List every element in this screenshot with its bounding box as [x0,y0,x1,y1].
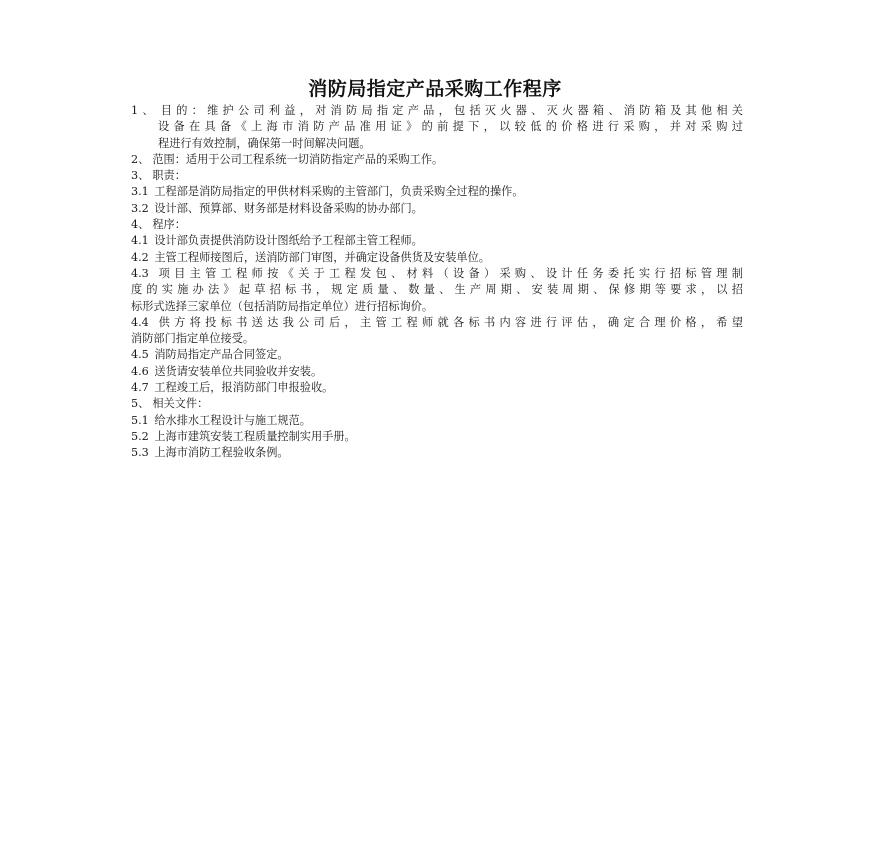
section-1-line-3 [131,136,743,152]
section-1-line-2 [131,119,743,135]
section-text: 程进行有效控制，确保第一时间解决问题。 [158,136,371,150]
item-number: 4.1 [131,234,149,248]
section-2 [131,152,743,168]
section-5 [131,396,743,412]
item-4-6 [131,364,743,380]
item-text: 供方将投标书送达我公司后，主管工程师就各标书内容进行评估，确定合理价格，希望 [158,315,743,329]
section-1-line-1 [131,103,743,119]
item-5-1 [131,413,743,429]
item-text: 设计部、预算部、财务部是材料设备采购的协办部门。 [154,201,423,215]
item-4-1 [131,233,743,249]
item-5-2 [131,429,743,445]
item-number: 3.2 [131,201,149,215]
item-text: 上海市消防工程验收条例。 [154,446,289,460]
item-4-5 [131,347,743,363]
section-text: 设备在具备《上海市消防产品准用证》的前提下，以较低的价格进行采购，并对采购过 [158,120,743,134]
item-4-3-line-2 [131,282,743,298]
item-text: 度的实施办法》起草招标书，规定质量、数量、生产周期、安装周期、保修期等要求，以招 [131,283,743,297]
item-4-3-line-1 [131,266,743,282]
section-text: 程序： [152,218,186,232]
section-number: 2、 [131,152,150,166]
item-text: 给水排水工程设计与施工规范。 [154,413,311,427]
item-number: 5.2 [131,429,149,443]
item-text: 标形式选择三家单位（包括消防局指定单位）进行招标询价。 [131,299,434,313]
item-text: 送货请安装单位共同验收并安装。 [154,364,323,378]
item-text: 上海市建筑安装工程质量控制实用手册。 [154,429,356,443]
section-number: 4、 [131,218,150,232]
section-text: 相关文件： [152,397,209,411]
section-number: 3、 [131,169,150,183]
item-number: 5.1 [131,413,149,427]
item-4-4-line-1 [131,315,743,331]
item-4-4-line-2 [131,331,743,347]
item-3-2 [131,201,743,217]
item-number: 4.5 [131,348,149,362]
item-4-2 [131,250,743,266]
item-number: 4.6 [131,364,149,378]
section-text: 目的：维护公司利益，对消防局指定产品，包括灭火器、灭火器箱、消防箱及其他相关 [160,104,743,117]
item-text: 工程部是消防局指定的甲供材料采购的主管部门，负责采购全过程的操作。 [154,185,524,199]
item-text: 设计部负责提供消防设计图纸给予工程部主管工程师。 [154,234,423,248]
section-number: 5、 [131,397,150,411]
document-body [131,103,743,462]
item-text: 消防局指定产品合同签定。 [154,348,289,362]
item-5-3 [131,445,743,461]
item-number: 3.1 [131,185,149,199]
item-text: 工程竣工后，报消防部门申报验收。 [154,381,334,395]
item-4-7 [131,380,743,396]
document-title: 消防局指定产品采购工作程序 [308,78,562,100]
item-number: 5.3 [131,446,149,460]
item-4-3-line-3 [131,299,743,315]
item-text: 消防部门指定单位接受。 [131,332,255,346]
item-text: 项目主管工程师按《关于工程发包、材料（设备）采购、设计任务委托实行招标管理制 [158,266,743,280]
item-number: 4.3 [131,266,149,280]
item-number: 4.2 [131,250,149,264]
item-3-1 [131,184,743,200]
section-3 [131,168,743,184]
section-number: 1、 [131,104,158,117]
section-4 [131,217,743,233]
section-text: 范围：适用于公司工程系统一切消防指定产品的采购工作。 [152,152,444,166]
item-text: 主管工程师接图后，送消防部门审图，并确定设备供货及安装单位。 [154,250,490,264]
item-number: 4.7 [131,381,149,395]
section-text: 职责： [152,169,186,183]
item-number: 4.4 [131,315,149,329]
